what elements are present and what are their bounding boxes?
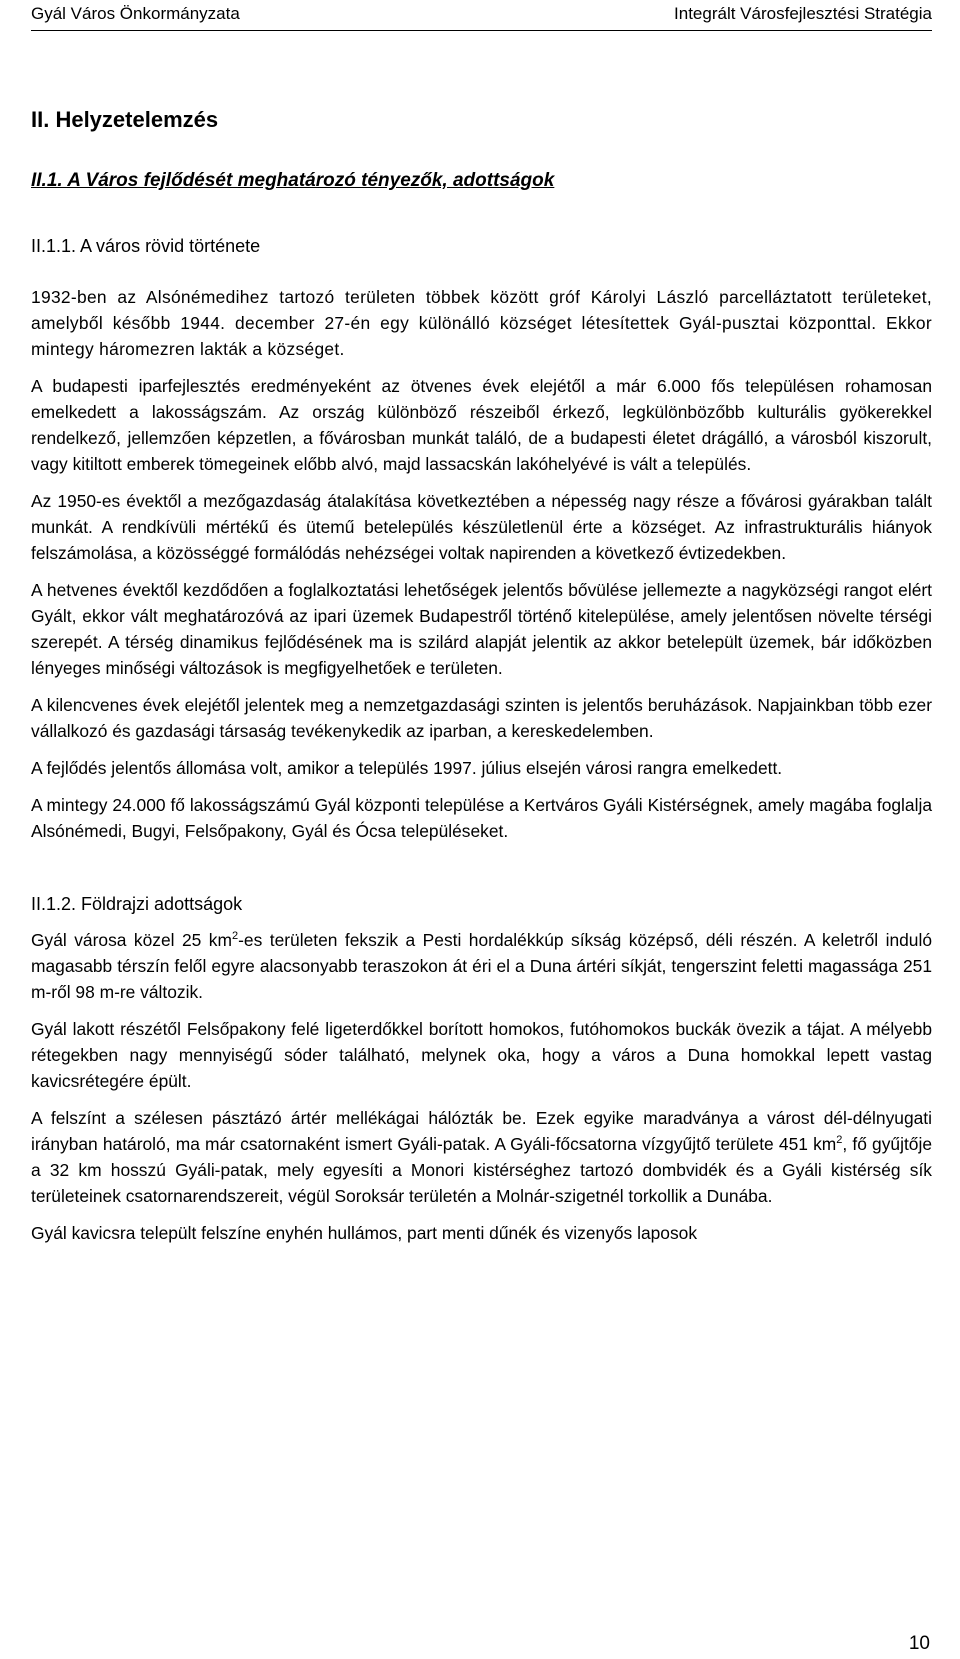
paragraph-geography-3: A felszínt a szélesen pásztázó ártér mellékágai hálózták be. Ezek egyike maradványa a várost dél-délnyugati irányban határoló, ma már csatornaként ismert Gyáli-patak. A Gyáli-főcsatorna vízgyűjtő területe 451 $km^2$, fő gyűjtője a 32 km hosszú Gyáli-patak, mely egyesíti a Monori kistérséghez tartozó dombvidék és a Gyáli kistérség sík területeinek csatornarendszereit, végül Soroksár területén a Molnár-szigetnél torkollik a Dunába. bbox=[31, 1108, 932, 1206]
paragraph-history-3: Az 1950-es évektől a mezőgazdaság átalakítása következtében a népesség nagy része a fővárosi gyárakban talált munkát. A rendkívüli mértékű és ütemű betelepülés készületlenül érte a községet. Az infrastrukturális hiányok felszámolása, a közösséggé formálódás nehézségei voltak napirenden a következő évtizedekben. bbox=[31, 491, 932, 563]
section-title: II.1. A Város fejlődését meghatározó tényezők, adottságok bbox=[31, 170, 555, 191]
page-number: 10 bbox=[908, 1633, 930, 1654]
subsection-title-geography: II.1.2. Földrajzi adottságok bbox=[31, 894, 243, 914]
paragraph-geography-4: Gyál kavicsra települt felszíne enyhén hullámos, part menti dűnék és vizenyős laposok bbox=[31, 1223, 698, 1243]
header-document-title: Integrált Városfejlesztési Stratégia bbox=[674, 4, 932, 23]
paragraph-history-7: A mintegy 24.000 fő lakosságszámú Gyál központi települése a Kertváros Gyáli Kistérségnek, amely magába foglalja Alsónémedi, Bugyi, Felsőpakony, Gyál és Ócsa településeket. bbox=[31, 795, 932, 841]
paragraph-history-6: A fejlődés jelentős állomása volt, amikor a település 1997. július elsején városi rangra emelkedett. bbox=[31, 758, 783, 778]
paragraph-history-4: A hetvenes évektől kezdődően a foglalkoztatási lehetőségek jelentős bővülése jellemezte a nagyközségi rangot elért Gyált, ekkor vált meghatározóvá az ipari üzemek Budapestről történő kitelepülése, amely jelentősen növelte térségi szerepét. A térség dinamikus fejlődésének ma is szilárd alapját jelentik az akkor betelepült üzemek, bár időközben lényeges minőségi változások is megfigyelhetőek e területen. bbox=[31, 580, 932, 678]
paragraph-history-5: A kilencvenes évek elejétől jelentek meg a nemzetgazdasági szinten is jelentős beruházások. Napjainkban több ezer vállalkozó és gazdasági társaság tevékenykedik az iparban, a kereskedelemben. bbox=[31, 695, 932, 741]
page-content bbox=[31, 31, 932, 1246]
paragraph-geography-2: Gyál lakott részétől Felsőpakony felé ligeterdőkkel borított homokos, futóhomokos buckák övezik a tájat. A mélyebb rétegekben nagy mennyiségű sóder található, melynek oka, hogy a város a Duna homokkal lepett vastag kavicsrétegére épült. bbox=[31, 1019, 932, 1091]
paragraph-geography-1: Gyál városa közel 25 $km^2-es$ területen fekszik a Pesti hordalékkúp síkság középső, déli részén. A keletről induló magasabb térszín felől egyre alacsonyabb teraszokon át éri el a Duna ártéri síkját, tengerszint feletti magassága 251 m-ről 98 m-re változik. bbox=[31, 930, 932, 1002]
paragraph-history-1: 1932-ben az Alsónémedihez tartozó területen többek között gróf Károlyi László parcelláztatott területeket, amelyből később 1944. december 27-én egy különálló községet létesítettek Gyál-pusztai központtal. Ekkor mintegy háromezren lakták a községet. bbox=[31, 287, 932, 359]
chapter-title: II. Helyzetelemzés bbox=[31, 107, 219, 132]
subsection-title-history: II.1.1. A város rövid története bbox=[31, 236, 261, 256]
paragraph-history-2: A budapesti iparfejlesztés eredményeként az ötvenes évek elejétől a már 6.000 fős településen rohamosan emelkedett a lakosságszám. Az ország különböző részeiből érkező, legkülönbözőbb kulturális gyökerekkel rendelkező, jellemzően képzetlen, a fővárosban munkát találó, de a budapesti életet drágálló, a városból kiszorult, vagy kitiltott emberek tömegeinek előbb alvó, majd lassacskán lakóhelyévé is vált a település. bbox=[31, 376, 932, 474]
page-header bbox=[31, 0, 932, 31]
header-organization: Gyál Város Önkormányzata bbox=[31, 4, 240, 23]
